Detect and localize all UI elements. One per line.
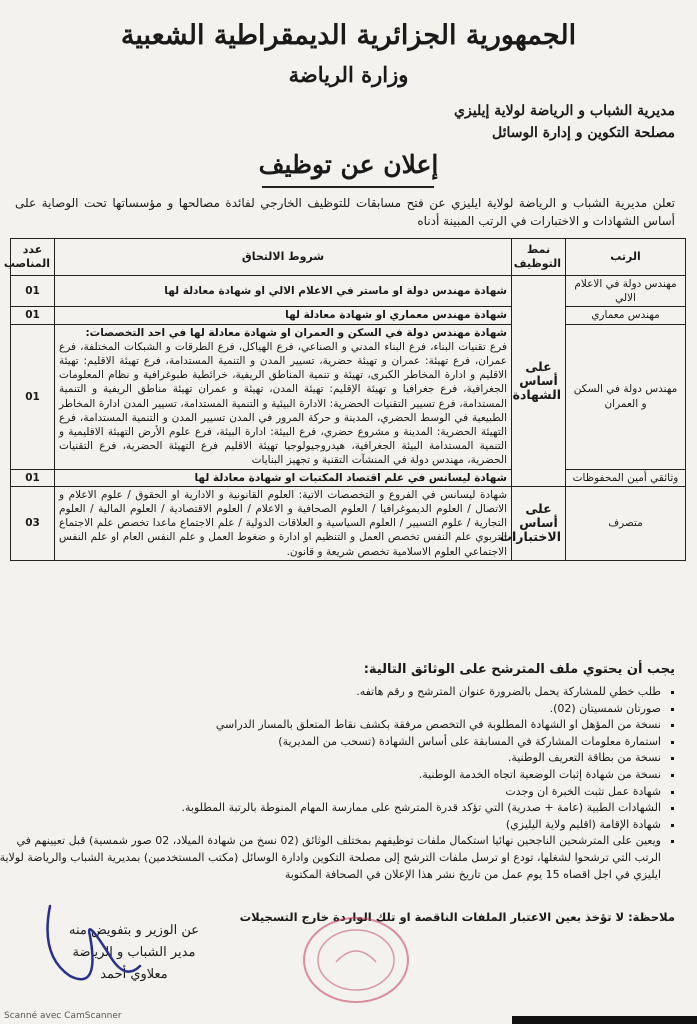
conditions-specialties: فرع تقنيات البناء، فرع البناء المدني و الصناعي، فرع الهياكل، فرع الطرقات و الشبكات المختلفة، فرع عمران، فرع تهيئة: عمران و تهيئة حضرية، تسيير المدن و التنمية المستدامة، فرع تهيئة الاقليم: تهيئة الاقليم و ادارة المخاطر الكبرى، تهيئة و تنمية المناطق الريفية، خرائطية طبوغرافية و نظام المعلومات الجغرافية، فرع جغرافيا و تهيئة الإقليم: تهيئة المدن، تهيئة و عمران تهيئة مناطق الريفية و التنمية المستدامة، فرع تسيير التقنيات الحضرية: الادارة البيئية و التنمية المستدامة، تسيير المدن ادارة المخاطر الطبيعية في الوسط الحضري، المدينة و حركة المرور في المدن تسيير المدن و التنمية المستدامة، فرع التهيئة الحضرية: المدينة و مشروع حضري، فرع البيئة: ادارة البيئة، فرع علوم الأرض التهيئة الاقليمية و التنمية المستدامة البيئة الجغرافية، هيدروجيولوجيا تهيئة الاقليم فرع التهيئة الحضرية، فرع التقنيات الحضرية، مهندس دولة في المنشآت التقنية و تجهيز البنايات bbox=[59, 340, 507, 467]
conditions-cell bbox=[55, 324, 512, 469]
signature-name: معلاوي أحمد bbox=[100, 967, 168, 982]
table-row bbox=[11, 276, 686, 307]
list-item: ▪ استمارة معلومات المشاركة في المسابقة على أساس الشهادة (تسحب من المديرية) bbox=[0, 734, 661, 751]
intro-paragraph: تعلن مديرية الشباب و الرياضة لولاية ايليزي عن فتح مسابقات للتوظيف الخارجي لفائدة مصالحها و مؤسساتها تحت الوصاية على أساس الشهادات و الاختبارات في الرتب المبينة أدناه bbox=[15, 196, 675, 228]
table-header-row bbox=[11, 239, 686, 276]
list-item: ▪ الشهادات الطبية (عامة + صدرية) التي تؤكد قدرة المترشح على ممارسة المهام المنوطة بالرتبة المطلوبة. bbox=[0, 800, 661, 817]
scan-edge-bar bbox=[512, 1016, 697, 1024]
count-cell: 01 bbox=[11, 307, 55, 324]
directorate-line: مديرية الشباب و الرياضة لولاية إيليزي bbox=[454, 103, 675, 119]
list-item: ▪ نسخة من بطاقة التعريف الوطنية. bbox=[0, 750, 661, 767]
signature-title: مدير الشباب و الرياضة bbox=[72, 945, 196, 960]
service-line: مصلحة التكوين و إدارة الوسائل bbox=[492, 125, 675, 141]
conditions-lead: شهادة مهندس دولة في السكن و العمران او شهادة معادلة لها في احد التخصصات: bbox=[85, 326, 507, 339]
note-line: ملاحظة: لا تؤخذ بعين الاعتبار الملفات الناقصة او تلك الواردة خارج التسجيلات bbox=[239, 910, 675, 924]
count-cell: 01 bbox=[11, 276, 55, 307]
official-stamp bbox=[296, 910, 416, 1010]
count-cell: 01 bbox=[11, 469, 55, 486]
header-conditions: شروط الالتحاق bbox=[55, 239, 512, 276]
list-item: ▪ ويعين على المترشحين الناجحين نهائيا استكمال ملفات توظيفهم بمختلف الوثائق (02 نسخ من شهادة الميلاد، 02 صور شمسية) قبل تعيينهم في الرتب التي ترشحوا لشغلها، تودع او ترسل ملفات الترشح إلى مصلحة التكوين وادارة الوسائل (مكتب المستخدمين) بمديرية الشباب والرياضة لولاية ايليزي في اجل اقصاه 15 يوم عمل من تاريخ نشر هذا الإعلان في الصحافة المكتوبة bbox=[0, 833, 661, 883]
scanner-watermark: Scanné avec CamScanner bbox=[4, 1011, 122, 1021]
list-item: ▪ شهادة الإقامة (اقليم ولاية اليليزي) bbox=[0, 817, 661, 834]
list-item: ▪ شهادة عمل تثبت الخبرة ان وجدت bbox=[0, 784, 661, 801]
header-mode: نمط التوظيف bbox=[512, 239, 566, 276]
count-cell: 03 bbox=[11, 486, 55, 560]
rank-cell: مهندس دولة في الاعلام الالي bbox=[566, 276, 686, 307]
mode-cell: على أساس الشهادة bbox=[512, 276, 566, 487]
list-item: ▪ نسخة من شهادة إثبات الوضعية اتجاه الخدمة الوطنية. bbox=[0, 767, 661, 784]
republic-heading: الجمهورية الجزائرية الديمقراطية الشعبية bbox=[120, 20, 577, 51]
table-row bbox=[11, 324, 686, 469]
rank-cell: متصرف bbox=[566, 486, 686, 560]
issuer-block bbox=[454, 100, 675, 144]
count-cell: 01 bbox=[11, 324, 55, 469]
announcement-title: إعلان عن توظيف bbox=[258, 150, 439, 179]
conditions-cell: شهادة مهندس معماري او شهادة معادلة لها bbox=[55, 307, 512, 324]
header-count: عدد المناصب bbox=[11, 239, 55, 276]
table-row bbox=[11, 469, 686, 486]
handwritten-signature bbox=[30, 896, 150, 996]
conditions-cell: شهادة ليسانس في الفروع و التخصصات الاتية: العلوم القانونية و الادارية او الحقوق / علوم الاعلام و الاتصال / العلوم الديموغرافيا / العلوم الصحافية و الاعلام / العلوم الاقتصادية / العلوم المالية / العلوم التجارية / علوم التسيير / العلوم السياسية و العلاقات الدولية / علم الاجتماع ماعدا تخصص علم الاجتماع التربوي علم النفس تخصص العمل و التنظيم او ادارة و ضغوط العمل و علم النفس العام او علم النفس الاجتماعي العلوم الاسلامية تخصص شريعة و قانون. bbox=[55, 486, 512, 560]
mode-cell: على أساس الاختبارات bbox=[512, 486, 566, 560]
positions-table bbox=[3, 238, 686, 561]
table-row bbox=[11, 486, 686, 560]
header-rank: الرتب bbox=[566, 239, 686, 276]
list-item: ▪ صورتان شمسيتان (02). bbox=[0, 701, 661, 718]
signature-authority: عن الوزير و بتفويض منه bbox=[68, 923, 200, 938]
documents-list bbox=[0, 684, 675, 883]
ministry-heading: وزارة الرياضة bbox=[288, 62, 409, 87]
documents-heading: يجب أن يحتوي ملف المترشح على الوثائق التالية: bbox=[363, 662, 675, 677]
title-underline bbox=[262, 186, 434, 188]
rank-cell: مهندس دولة في السكن و العمران bbox=[566, 324, 686, 469]
conditions-cell: شهادة ليسانس في علم اقتصاد المكتبات او شهادة معادلة لها bbox=[55, 469, 512, 486]
conditions-cell: شهادة مهندس دولة او ماستر في الاعلام الالي او شهادة معادلة لها bbox=[55, 276, 512, 307]
rank-cell: مهندس معماري bbox=[566, 307, 686, 324]
list-item: ▪ نسخة من المؤهل او الشهادة المطلوبة في التخصص مرفقة بكشف نقاط المتعلق بالمسار الدراسي bbox=[0, 717, 661, 734]
rank-cell: وثائقي أمين المحفوظات bbox=[566, 469, 686, 486]
list-item: ▪ طلب خطي للمشاركة يحمل بالضرورة عنوان المترشح و رقم هاتفه. bbox=[0, 684, 661, 701]
table-row bbox=[11, 307, 686, 324]
